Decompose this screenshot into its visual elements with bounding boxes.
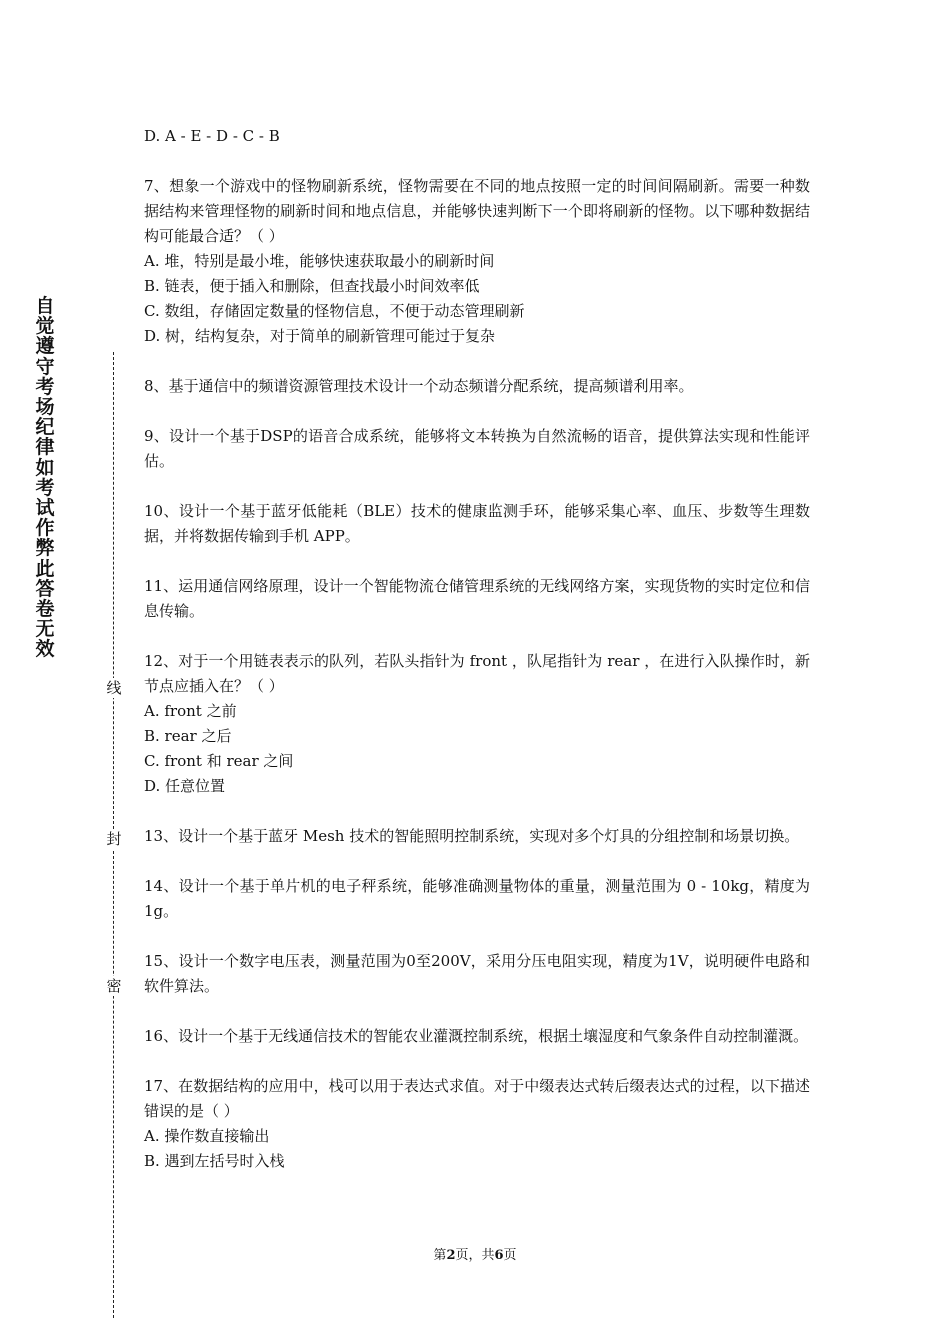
question-text: 13、设计一个基于蓝牙 Mesh 技术的智能照明控制系统，实现对多个灯具的分组控制和场景切换。 xyxy=(144,827,800,845)
question-17 xyxy=(144,1074,810,1174)
question-text: 11、运用通信网络原理，设计一个智能物流仓储管理系统的无线网络方案，实现货物的实时定位和信息传输。 xyxy=(144,577,810,620)
option-c: C. 数组，存储固定数量的怪物信息，不便于动态管理刷新 xyxy=(144,302,525,320)
option-b: B. 遇到左括号时入栈 xyxy=(144,1152,285,1170)
question-text: 7、想象一个游戏中的怪物刷新系统，怪物需要在不同的地点按照一定的时间间隔刷新。需要一种数据结构来管理怪物的刷新时间和地点信息，并能够快速判断下一个即将刷新的怪物。以下哪种数据结构可能最合适？（ ） xyxy=(144,177,810,245)
footer-middle: 页，共 xyxy=(455,1248,495,1263)
question-9 xyxy=(144,424,810,474)
footer-prefix: 第 xyxy=(433,1248,447,1263)
question-text: 12、对于一个用链表表示的队列，若队头指针为 front ，队尾指针为 rear ，在进行入队操作时，新节点应插入在？（ ） xyxy=(144,652,810,695)
question-15 xyxy=(144,949,810,999)
question-text: 15、设计一个数字电压表，测量范围为0至200V，采用分压电阻实现，精度为1V，说明硬件电路和软件算法。 xyxy=(144,952,810,995)
question-10 xyxy=(144,499,810,549)
page-number: 2 xyxy=(446,1248,456,1263)
total-pages: 6 xyxy=(494,1248,504,1263)
question-13 xyxy=(144,824,810,849)
option-a: A. 堆，特别是最小堆，能够快速获取最小的刷新时间 xyxy=(144,252,495,270)
option-b: B. 链表，便于插入和删除，但查找最小时间效率低 xyxy=(144,277,480,295)
question-text: 14、设计一个基于单片机的电子秤系统，能够准确测量物体的重量，测量范围为 0 - 10kg，精度为 1g。 xyxy=(144,877,810,920)
option-d: D. 任意位置 xyxy=(144,777,226,795)
option-c: C. front 和 rear 之间 xyxy=(144,752,294,770)
question-text: 17、在数据结构的应用中，栈可以用于表达式求值。对于中缀表达式转后缀表达式的过程，以下描述错误的是（ ） xyxy=(144,1077,810,1120)
prev-question-option-d: D. A - E - D - C - B xyxy=(144,127,280,145)
question-text: 8、基于通信中的频谱资源管理技术设计一个动态频谱分配系统，提高频谱利用率。 xyxy=(144,377,694,395)
option-a: A. 操作数直接输出 xyxy=(144,1127,270,1145)
binding-char-seal: 封 xyxy=(104,829,124,849)
question-12 xyxy=(144,649,810,799)
question-7 xyxy=(144,174,810,349)
option-b: B. rear 之后 xyxy=(144,727,232,745)
question-text: 16、设计一个基于无线通信技术的智能农业灌溉控制系统，根据土壤湿度和气象条件自动控制灌溉。 xyxy=(144,1027,809,1045)
binding-line xyxy=(104,352,124,1318)
question-8 xyxy=(144,374,810,399)
footer-suffix: 页 xyxy=(503,1248,517,1263)
binding-char-secret: 密 xyxy=(104,976,124,996)
question-text: 9、设计一个基于DSP的语音合成系统，能够将文本转换为自然流畅的语音，提供算法实现和性能评估。 xyxy=(144,427,810,470)
exam-content xyxy=(144,124,810,1174)
question-11 xyxy=(144,574,810,624)
binding-char-line: 线 xyxy=(104,678,124,698)
question-16 xyxy=(144,1024,810,1049)
option-a: A. front 之前 xyxy=(144,702,237,720)
page-footer xyxy=(0,1244,950,1263)
question-text: 10、设计一个基于蓝牙低能耗（BLE）技术的健康监测手环，能够采集心率、血压、步数等生理数据，并将数据传输到手机 APP。 xyxy=(144,502,810,545)
option-d: D. 树，结构复杂，对于简单的刷新管理可能过于复杂 xyxy=(144,327,496,345)
question-14 xyxy=(144,874,810,924)
exam-discipline-notice: 自觉遵守考场纪律如考试作弊此答卷无效 xyxy=(35,295,55,661)
